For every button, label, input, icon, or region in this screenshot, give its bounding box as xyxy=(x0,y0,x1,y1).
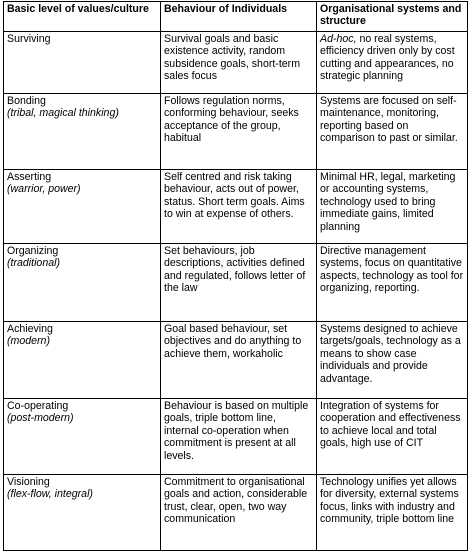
table-row xyxy=(4,322,468,399)
level-cell xyxy=(4,475,161,551)
table-row xyxy=(4,170,468,244)
behaviour-cell: Follows regulation norms, conforming behaviour, seeks acceptance of the group, habitual xyxy=(161,94,317,170)
level-name: Organizing xyxy=(7,245,59,257)
values-culture-table xyxy=(3,1,468,551)
table-row xyxy=(4,32,468,94)
level-subtitle: (post-modern) xyxy=(7,412,74,425)
level-subtitle: (tribal, magical thinking) xyxy=(7,107,119,120)
table-row xyxy=(4,399,468,475)
table-row xyxy=(4,475,468,551)
level-cell xyxy=(4,32,161,94)
systems-text: Directive management systems, focus on quantitative aspects, technology as tool for organizing, reporting. xyxy=(320,245,464,295)
level-subtitle: (flex-flow, integral) xyxy=(7,488,93,501)
systems-text: Technology unifies yet allows for diversity, external systems focus, links with industry and community, triple bottom line xyxy=(320,476,459,526)
level-cell xyxy=(4,94,161,170)
header-basic-level: Basic level of values/culture xyxy=(4,2,161,32)
table-row xyxy=(4,94,468,170)
behaviour-cell: Behaviour is based on multiple goals, triple bottom line, internal co-operation when commitment is present at all levels. xyxy=(161,399,317,475)
level-cell xyxy=(4,399,161,475)
behaviour-cell: Self centred and risk taking behaviour, acts out of power, status. Short term goals. Aims to win at expense of others. xyxy=(161,170,317,244)
level-cell xyxy=(4,322,161,399)
systems-text: no real systems, efficiency driven only by cost cutting and appearances, no strategic planning xyxy=(320,33,455,83)
level-name: Achieving xyxy=(7,323,53,335)
level-subtitle: (warrior, power) xyxy=(7,183,81,196)
table-row xyxy=(4,244,468,322)
level-name: Asserting xyxy=(7,171,52,183)
systems-text: Systems are focused on self-maintenance, monitoring, reporting based on comparison to past or similar. xyxy=(320,95,458,145)
systems-cell xyxy=(317,399,468,475)
level-cell xyxy=(4,170,161,244)
systems-cell xyxy=(317,170,468,244)
level-name: Visioning xyxy=(7,476,50,488)
level-name: Co-operating xyxy=(7,400,69,412)
systems-cell xyxy=(317,94,468,170)
level-name: Surviving xyxy=(7,33,51,45)
systems-text: Integration of systems for cooperation and effectiveness to achieve local and total goals, high use of CIT xyxy=(320,400,461,450)
systems-cell xyxy=(317,32,468,94)
systems-lead: Ad-hoc, xyxy=(320,33,357,45)
table-header-row xyxy=(4,2,468,32)
level-name: Bonding xyxy=(7,95,46,107)
header-systems: Organisational systems and structure xyxy=(317,2,468,32)
systems-cell xyxy=(317,244,468,322)
systems-cell xyxy=(317,475,468,551)
behaviour-cell: Goal based behaviour, set objectives and do anything to achieve them, workaholic xyxy=(161,322,317,399)
systems-cell xyxy=(317,322,468,399)
systems-text: Minimal HR, legal, marketing or accounting systems, technology used to bring immediate gains, limited planning xyxy=(320,171,456,233)
behaviour-cell: Survival goals and basic existence activity, random subsidence goals, short-term sales focus xyxy=(161,32,317,94)
level-subtitle: (modern) xyxy=(7,335,50,348)
behaviour-cell: Commitment to organisational goals and action, considerable trust, clear, open, two way communication xyxy=(161,475,317,551)
header-behaviour: Behaviour of Individuals xyxy=(161,2,317,32)
systems-text: Systems designed to achieve targets/goals, technology as a means to show case individuals and provide advantage. xyxy=(320,323,461,385)
behaviour-cell: Set behaviours, job descriptions, activities defined and regulated, follows letter of the law xyxy=(161,244,317,322)
level-subtitle: (traditional) xyxy=(7,257,60,270)
level-cell xyxy=(4,244,161,322)
